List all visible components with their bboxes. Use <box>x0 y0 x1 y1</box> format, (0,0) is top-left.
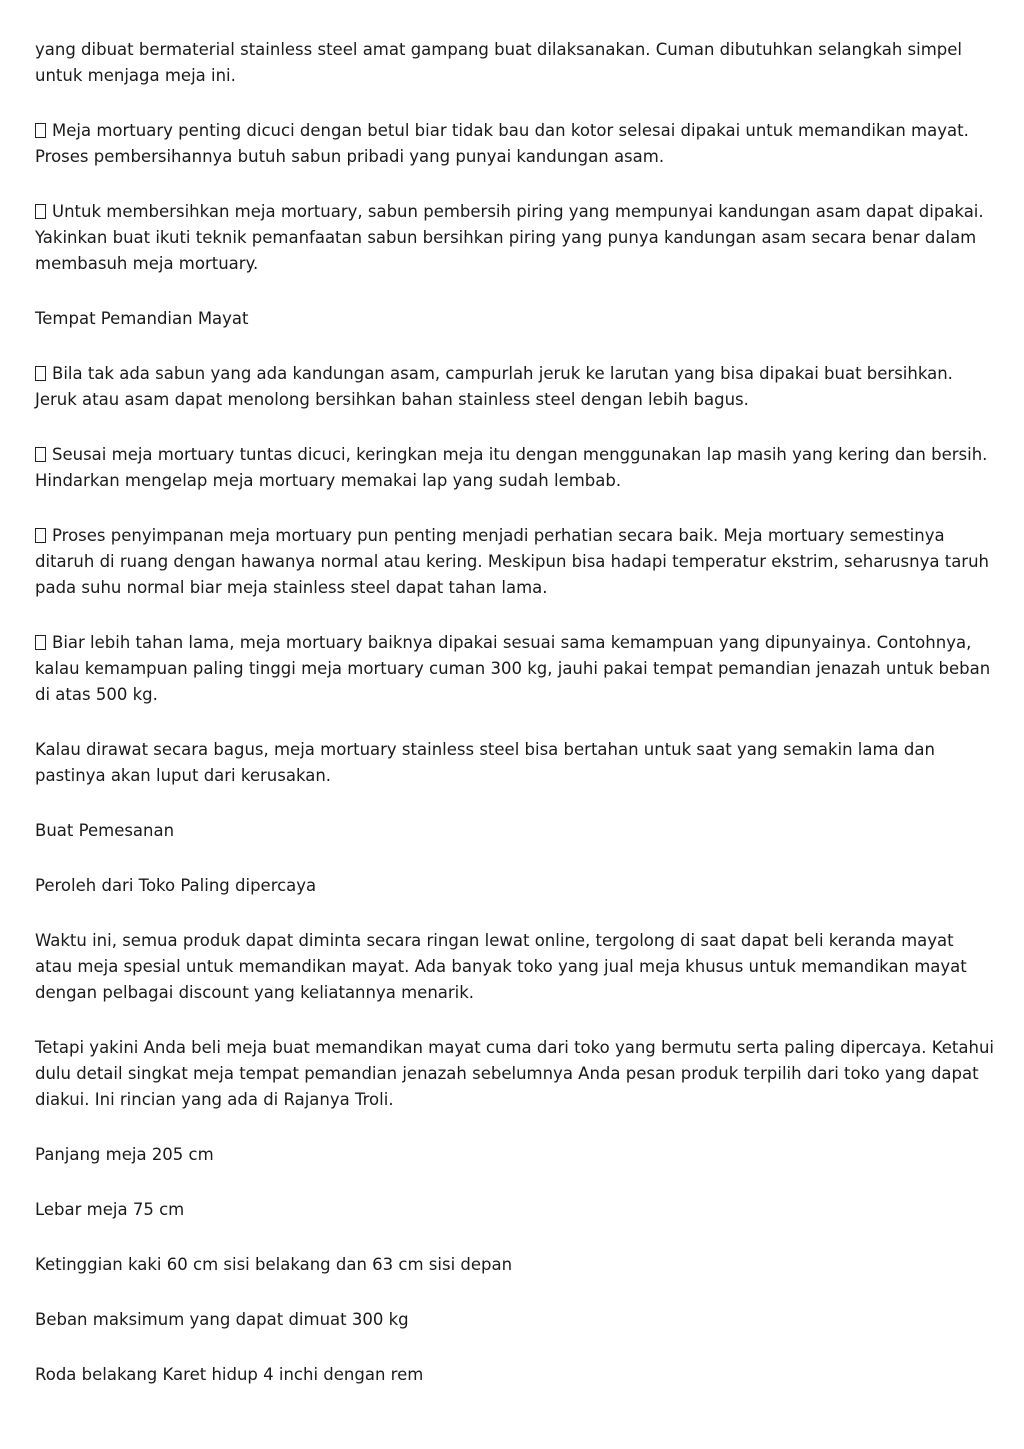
missing-glyph-bullet-icon <box>35 447 46 462</box>
missing-glyph-bullet-icon <box>35 528 46 543</box>
paragraph: Kalau dirawat secara bagus, meja mortuary stainless steel bisa bertahan untuk saat yang semakin lama dan pastinya akan luput dari kerusakan. <box>35 740 941 785</box>
spec-item: Roda belakang Karet hidup 4 inchi dengan rem <box>35 1365 424 1384</box>
missing-glyph-bullet-icon <box>35 123 46 138</box>
bullet-paragraph: Proses penyimpanan meja mortuary pun penting menjadi perhatian secara baik. Meja mortuary semestinya ditaruh di ruang dengan hawanya normal atau kering. Meskipun bisa hadapi temperatur ekstrim, seharusnya taruh pada suhu normal biar meja stainless steel dapat tahan lama. <box>35 526 995 597</box>
paragraph: yang dibuat bermaterial stainless steel amat gampang buat dilaksanakan. Cuman dibutuhkan selangkah simpel untuk menjaga meja ini. <box>35 40 968 85</box>
bullet-paragraph: Seusai meja mortuary tuntas dicuci, keringkan meja itu dengan menggunakan lap masih yang kering dan bersih. Hindarkan mengelap meja mortuary memakai lap yang sudah lembab. <box>35 445 993 490</box>
section-heading: Peroleh dari Toko Paling dipercaya <box>35 876 317 895</box>
section-heading: Tempat Pemandian Mayat <box>35 309 249 328</box>
spec-item: Panjang meja 205 cm <box>35 1145 214 1164</box>
spec-item: Beban maksimum yang dapat dimuat 300 kg <box>35 1310 409 1329</box>
bullet-paragraph: Bila tak ada sabun yang ada kandungan asam, campurlah jeruk ke larutan yang bisa dipakai buat bersihkan. Jeruk atau asam dapat menolong bersihkan bahan stainless steel dengan lebih bagus. <box>35 364 959 409</box>
paragraph: Tetapi yakini Anda beli meja buat memandikan mayat cuma dari toko yang bermutu serta paling dipercaya. Ketahui dulu detail singkat meja tempat pemandian jenazah sebelumnya Anda pesan produk terpilih dari toko yang dapat diakui. Ini rincian yang ada di Rajanya Troli. <box>35 1038 1000 1109</box>
missing-glyph-bullet-icon <box>35 204 46 219</box>
bullet-paragraph: Meja mortuary penting dicuci dengan betul biar tidak bau dan kotor selesai dipakai untuk memandikan mayat. Proses pembersihannya butuh sabun pribadi yang punyai kandungan asam. <box>35 121 975 166</box>
spec-item: Ketinggian kaki 60 cm sisi belakang dan 63 cm sisi depan <box>35 1255 513 1274</box>
spec-item: Lebar meja 75 cm <box>35 1200 185 1219</box>
bullet-paragraph: Biar lebih tahan lama, meja mortuary baiknya dipakai sesuai sama kemampuan yang dipunyainya. Contohnya, kalau kemampuan paling tinggi meja mortuary cuman 300 kg, jauhi pakai tempat pemandian jenazah untuk beban di atas 500 kg. <box>35 633 996 704</box>
paragraph: Waktu ini, semua produk dapat diminta secara ringan lewat online, tergolong di saat dapat beli keranda mayat atau meja spesial untuk memandikan mayat. Ada banyak toko yang jual meja khusus untuk memandikan mayat dengan pelbagai discount yang keliatannya menarik. <box>35 931 972 1002</box>
bullet-paragraph: Untuk membersihkan meja mortuary, sabun pembersih piring yang mempunyai kandungan asam dapat dipakai. Yakinkan buat ikuti teknik pemanfaatan sabun bersihkan piring yang punya kandungan asam secara benar dalam membasuh meja mortuary. <box>35 202 989 273</box>
missing-glyph-bullet-icon <box>35 366 46 381</box>
document-page <box>35 37 1000 1417</box>
missing-glyph-bullet-icon <box>35 635 46 650</box>
section-heading: Buat Pemesanan <box>35 821 175 840</box>
